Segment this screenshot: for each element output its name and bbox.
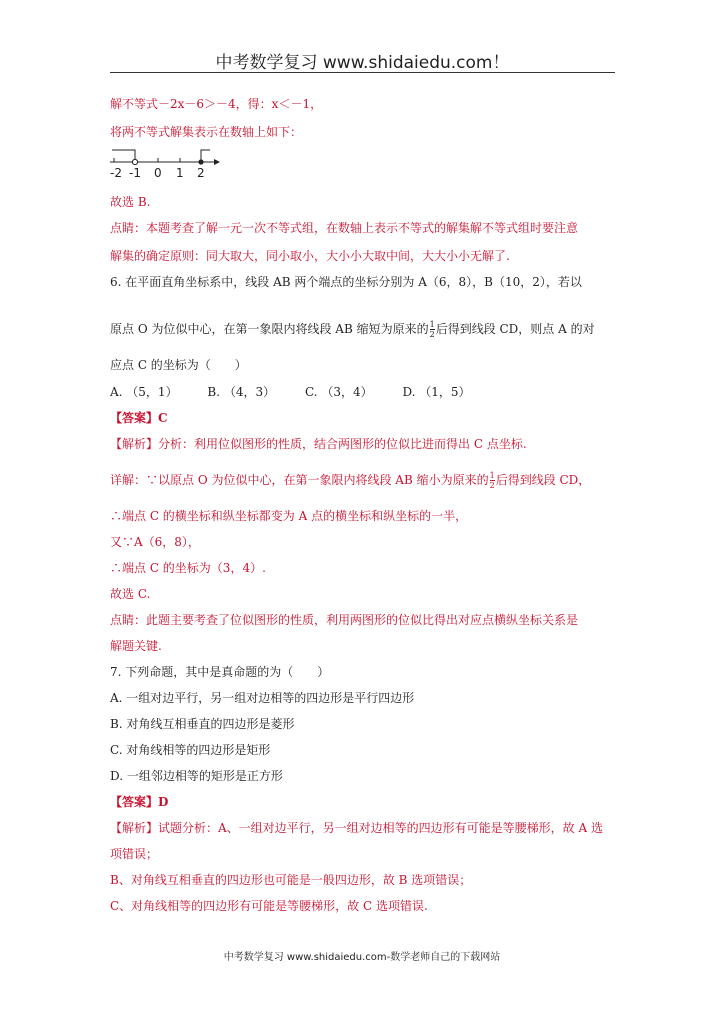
number-line-label: -2 bbox=[110, 166, 122, 179]
number-line-figure bbox=[110, 145, 220, 179]
fraction-one-half bbox=[490, 471, 495, 490]
fraction-numerator: 1 bbox=[489, 471, 495, 480]
question-7-option-b: B. 对角线互相垂直的四边形是菱形 bbox=[110, 717, 295, 731]
question-6-line-2-rest: 后得到线段 CD，则点 A 的对 bbox=[435, 322, 595, 336]
detail-6-line-5: 故选 C. bbox=[110, 587, 151, 601]
choice-a: A. （5，1） bbox=[110, 385, 178, 399]
detail-6-line-1 bbox=[110, 471, 590, 490]
number-line-label: -1 bbox=[129, 166, 141, 179]
fraction-denominator: 2 bbox=[489, 481, 495, 490]
number-line-label: 2 bbox=[197, 166, 205, 179]
choice-c: C. （3，4） bbox=[304, 385, 373, 399]
detail-6-line-2: ∴端点 C 的横坐标和纵坐标都变为 A 点的横坐标和纵坐标的一半， bbox=[110, 509, 468, 523]
question-7-option-c: C. 对角线相等的四边形是矩形 bbox=[110, 743, 271, 757]
tip-line-1: 点睛：本题考查了解一元一次不等式组，在数轴上表示不等式的解集解不等式组时要注意 bbox=[110, 221, 579, 235]
question-7-stem: 7. 下列命题，其中是真命题的为（ ） bbox=[110, 665, 330, 679]
number-line-label: 0 bbox=[154, 166, 162, 179]
detail-6-rest: 后得到线段 CD， bbox=[495, 473, 591, 487]
question-6-choices bbox=[110, 384, 497, 400]
number-line-label: 1 bbox=[176, 166, 184, 179]
solution-line-1: 解不等式－2x－6＞－4，得：x＜－1， bbox=[110, 97, 323, 111]
note-6-line-1: 点睛：此题主要考查了位似图形的性质，利用两图形的位似比得出对应点横纵坐标关系是 bbox=[110, 613, 579, 627]
answer-6: 【答案】C bbox=[110, 411, 168, 425]
analysis-7-line-2: 项错误； bbox=[110, 847, 159, 861]
detail-6-line-3: 又∵A（6，8）， bbox=[110, 535, 200, 549]
answer-7: 【答案】D bbox=[110, 795, 169, 809]
page-footer: 中考数学复习 www.shidaiedu.com-数学老师自己的下载网站 bbox=[223, 952, 501, 963]
fraction-denominator: 2 bbox=[429, 330, 435, 339]
question-7-option-a: A. 一组对边平行，另一组对边相等的四边形是平行四边形 bbox=[110, 691, 415, 705]
question-6-line-1: 6. 在平面直角坐标系中，线段 AB 两个端点的坐标分别为 A（6，8），B（10，2），若以 bbox=[110, 275, 582, 289]
analysis-6: 【解析】分析：利用位似图形的性质，结合两图形的位似比进而得出 C 点坐标. bbox=[110, 437, 527, 451]
analysis-7-line-4: C、对角线相等的四边形有可能是等腰梯形，故 C 选项错误. bbox=[110, 899, 428, 913]
note-6-line-2: 解题关键. bbox=[110, 639, 162, 653]
fraction-numerator: 1 bbox=[429, 320, 435, 329]
analysis-7-line-3: B、对角线互相垂直的四边形也可能是一般四边形，故 B 选项错误； bbox=[110, 873, 472, 887]
page-header-title: 中考数学复习 www.shidaiedu.com！ bbox=[215, 53, 510, 73]
header-divider bbox=[110, 72, 615, 73]
question-7-option-d: D. 一组邻边相等的矩形是正方形 bbox=[110, 769, 283, 783]
detail-6-line-4: ∴端点 C 的坐标为（3，4）. bbox=[110, 561, 266, 575]
question-6-line-2 bbox=[110, 320, 595, 339]
choice-b: B. （4，3） bbox=[207, 385, 276, 399]
question-6-line-2-text: 原点 O 为位似中心，在第一象限内将线段 AB 缩短为原来的 bbox=[110, 322, 429, 336]
solution-line-2: 将两不等式解集表示在数轴上如下： bbox=[110, 125, 303, 139]
question-6-line-3: 应点 C 的坐标为（ ） bbox=[110, 358, 247, 372]
detail-6-text: 详解：∵以原点 O 为位似中心，在第一象限内将线段 AB 缩小为原来的 bbox=[110, 473, 489, 487]
solution-line-3: 故选 B. bbox=[110, 195, 151, 209]
fraction-one-half bbox=[430, 320, 435, 339]
analysis-7-line-1: 【解析】试题分析：A、一组对边平行，另一组对边相等的四边形有可能是等腰梯形，故 A 选 bbox=[110, 821, 603, 835]
choice-d: D. （1，5） bbox=[402, 385, 471, 399]
tip-line-2: 解集的确定原则：同大取大，同小取小，大小小大取中间，大大小小无解了. bbox=[110, 249, 510, 263]
